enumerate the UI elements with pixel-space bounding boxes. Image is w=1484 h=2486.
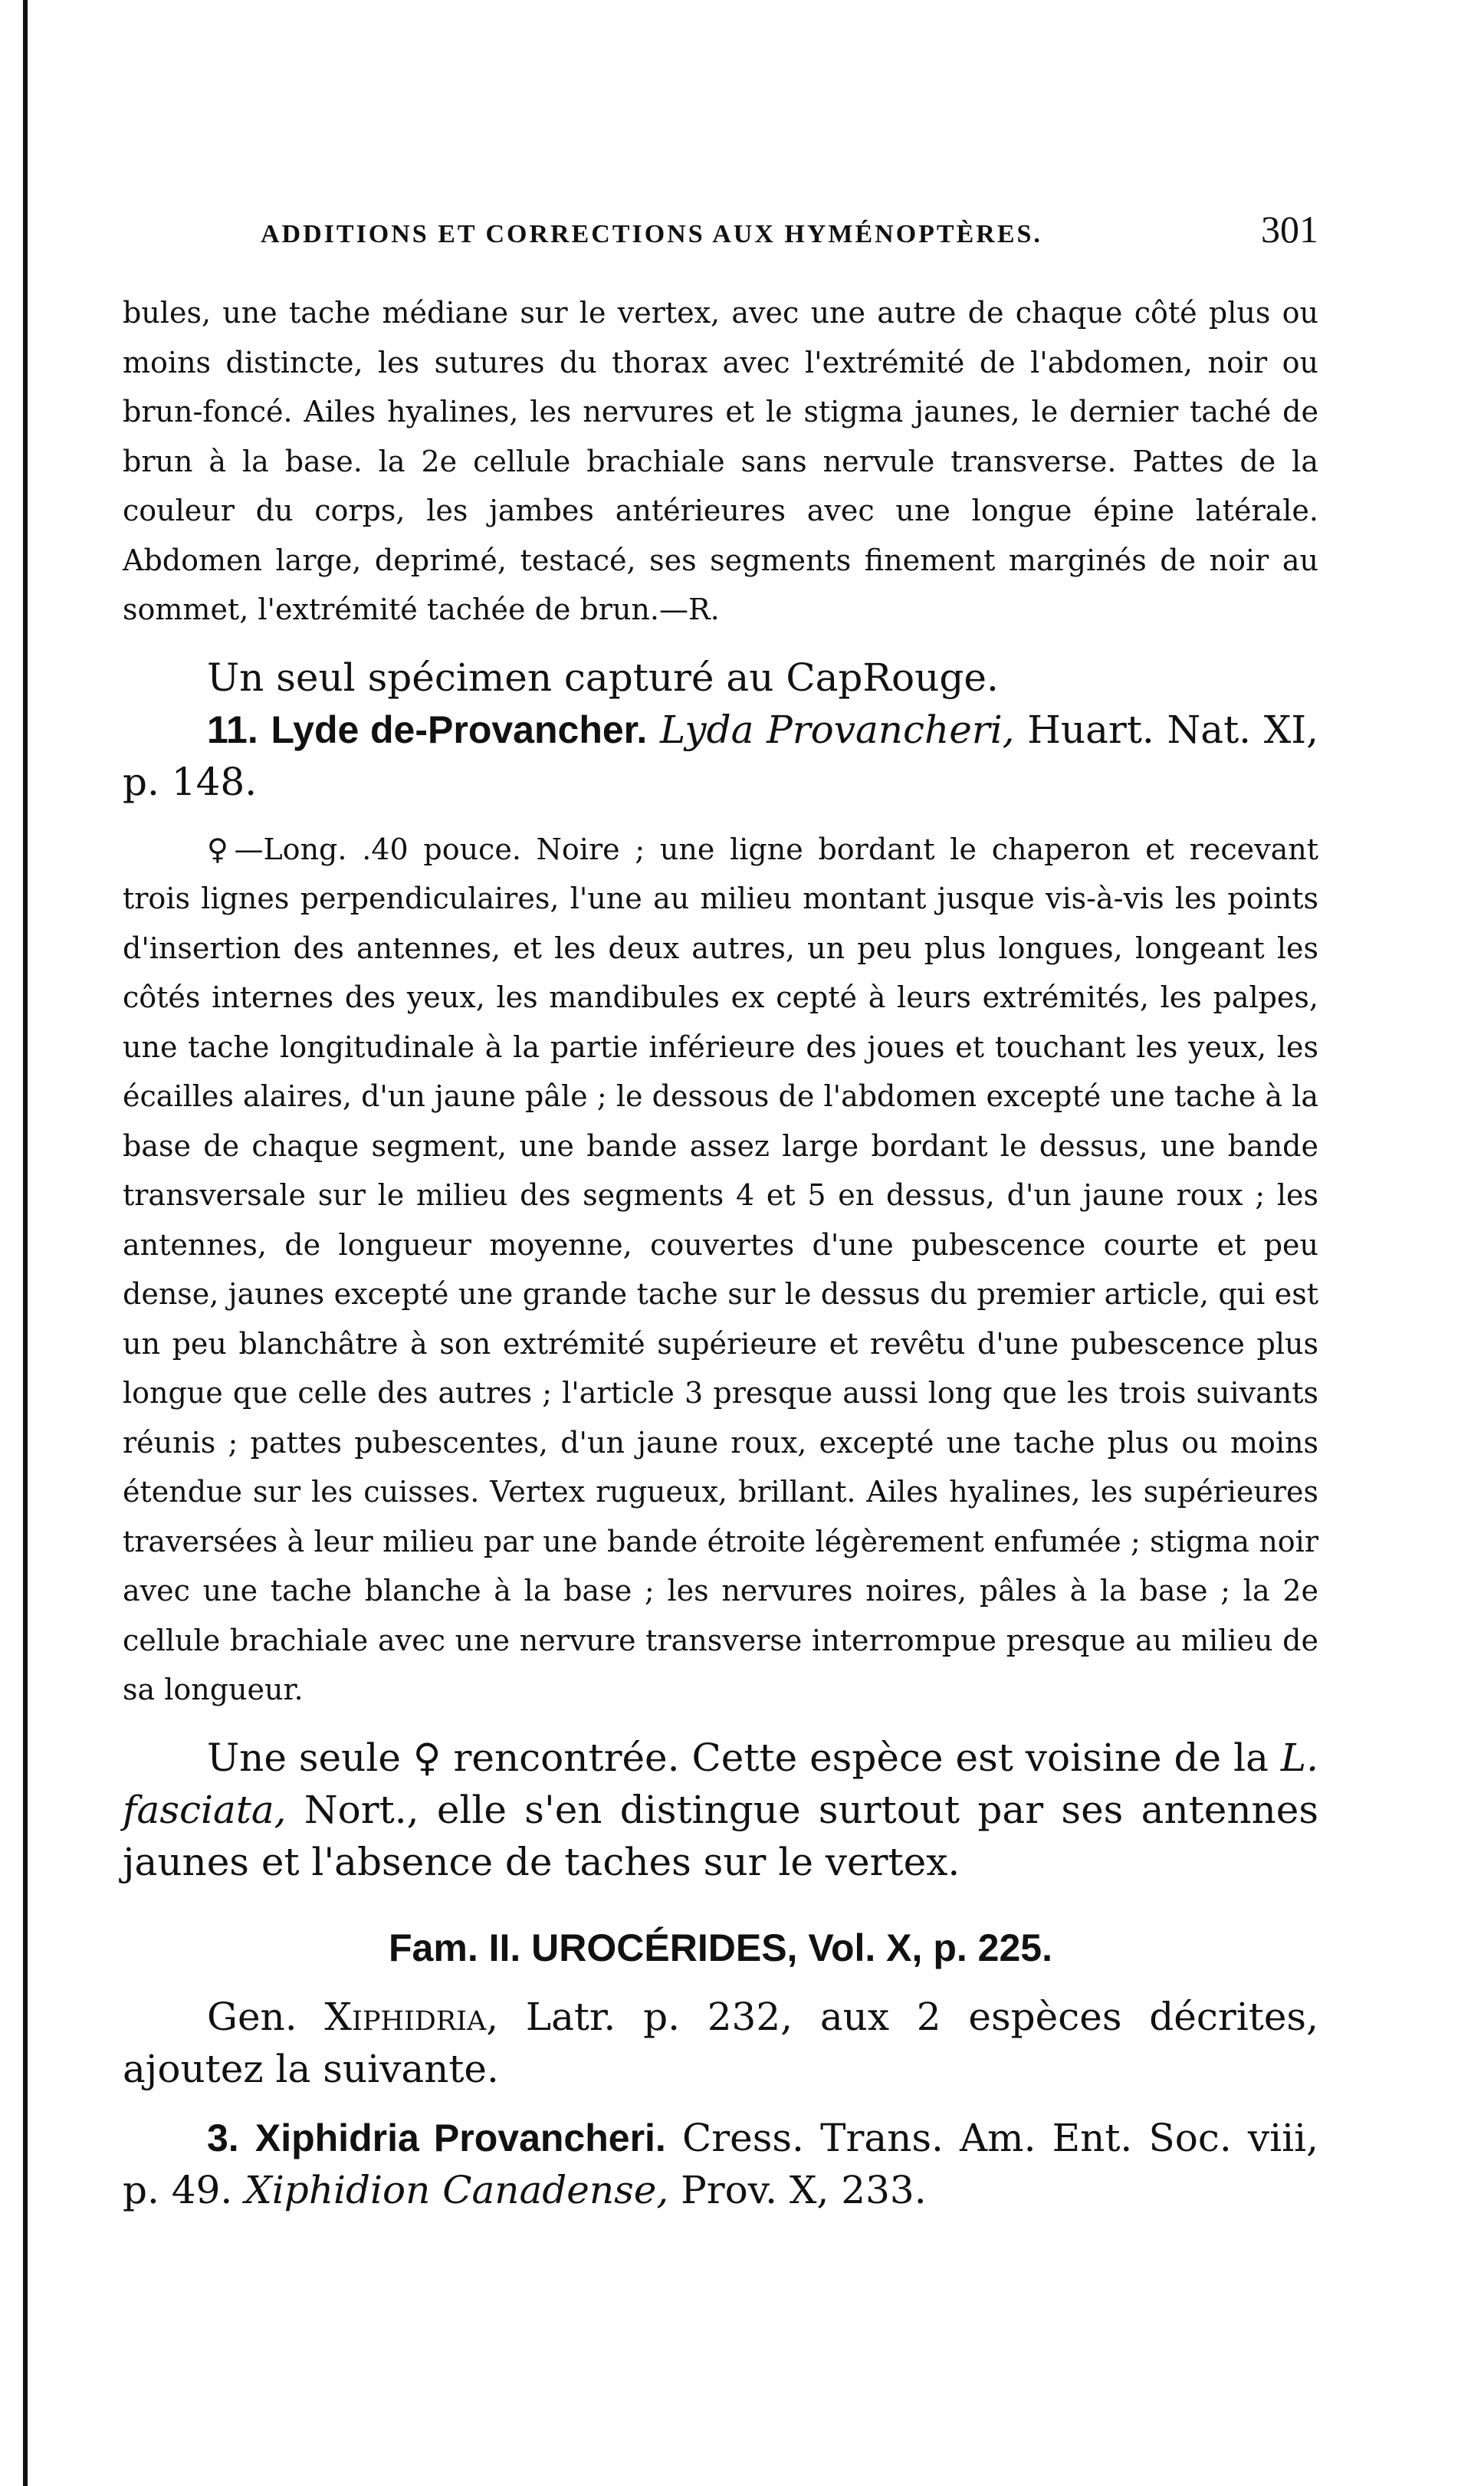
species-entry-xiphidria <box>123 2112 1318 2216</box>
remarks-text-end: Nort., elle s'en distingue surtout par ses antennes jaunes et l'absence de taches sur le vertex. <box>123 1787 1318 1884</box>
species-common-name: Lyde de-Provancher. <box>271 708 648 751</box>
genus-entry <box>123 1991 1318 2095</box>
genus-label: Gen. <box>207 1994 297 2039</box>
genus-name: Xiphidria, <box>324 1994 499 2039</box>
species-latin-name: Lyda Provancheri, <box>660 707 1015 752</box>
remarks-latin-name: L. fasciata, <box>123 1735 1318 1832</box>
scan-binding-edge <box>23 0 28 2486</box>
family-heading: Fam. II. UROCÉRIDES, Vol. X, p. 225. <box>389 1926 1052 1969</box>
running-header <box>261 207 1318 251</box>
specimen-note: Un seul spécimen capturé au CapRouge. <box>207 655 999 700</box>
species-number: 11. <box>207 708 258 751</box>
species-entry-lyda <box>123 704 1318 808</box>
book-page <box>123 207 1318 2216</box>
page-number: 301 <box>1261 208 1318 251</box>
genus-text: Latr. p. 232, aux 2 espèces décrites, ajoutez la suivante. <box>123 1994 1318 2091</box>
species-description: ♀—Long. .40 pouce. Noire ; une ligne bordant le chaperon et recevant trois lignes perpendiculaires, l'une au milieu montant jusque vis-à-vis les points d'insertion des antennes, et les deux autres, un peu plus longues, longeant les côtés internes des yeux, les mandibules ex cepté à leurs extrémités, les palpes, une tache longitudinale à la partie inférieure des joues et touchant les yeux, les écailles alaires, d'un jaune pâle ; le dessous de l'abdomen excepté une tache à la base de chaque segment, une bande assez large bordant le dessus, une bande transversale sur le milieu des segments 4 et 5 en dessus, d'un jaune roux ; les antennes, de longueur moyenne, couvertes d'une pubescence courte et peu dense, jaunes excepté une grande tache sur le dessus du premier article, qui est un peu blanchâtre à son extrémité supérieure et revêtu d'une pubescence plus longue que celle des autres ; l'article 3 presque aussi long que les trois suivants réunis ; pattes pubescentes, d'un jaune roux, excepté une tache plus ou moins étendue sur les cuisses. Vertex rugueux, brillant. Ailes hyalines, les supérieures traversées à leur milieu par une bande étroite légèrement enfumée ; stigma noir avec une tache blanche à la base ; les nervures noires, pâles à la base ; la 2e cellule brachiale avec une nervure transverse interrompue presque au milieu de sa longueur. <box>123 832 1318 1706</box>
description-continuation: bules, une tache médiane sur le vertex, avec une autre de chaque côté plus ou moins distincte, les sutures du thorax avec l'extrémité de l'abdomen, noir ou brun-foncé. Ailes hyalines, les nervures et le stigma jaunes, le dernier taché de brun à la base. la 2e cellule brachiale sans nervule transverse. Pattes de la couleur du corps, les jambes antérieures avec une longue épine latérale. Abdomen large, deprimé, testacé, ses segments finement marginés de noir au sommet, l'extrémité tachée de brun.—R. <box>123 296 1318 626</box>
xiphidria-name: Xiphidria Provancheri. <box>254 2116 666 2159</box>
running-title: ADDITIONS ET CORRECTIONS AUX HYMÉNOPTÈRES. <box>261 220 1042 248</box>
xiphidria-synonym: Xiphidion Canadense, <box>245 2167 669 2212</box>
xiphidria-reference-2: Prov. X, 233. <box>681 2167 927 2212</box>
xiphidria-number: 3. <box>207 2116 239 2159</box>
xiphidria-reference: Cress. Trans. Am. Ent. Soc. viii, p. 49. <box>123 2115 1318 2212</box>
species-reference: Huart. Nat. XI, p. 148. <box>123 707 1318 804</box>
remarks-text-start: Une seule ♀ rencontrée. Cette espèce est voisine de la <box>207 1735 1269 1780</box>
species-remarks <box>123 1732 1318 1888</box>
